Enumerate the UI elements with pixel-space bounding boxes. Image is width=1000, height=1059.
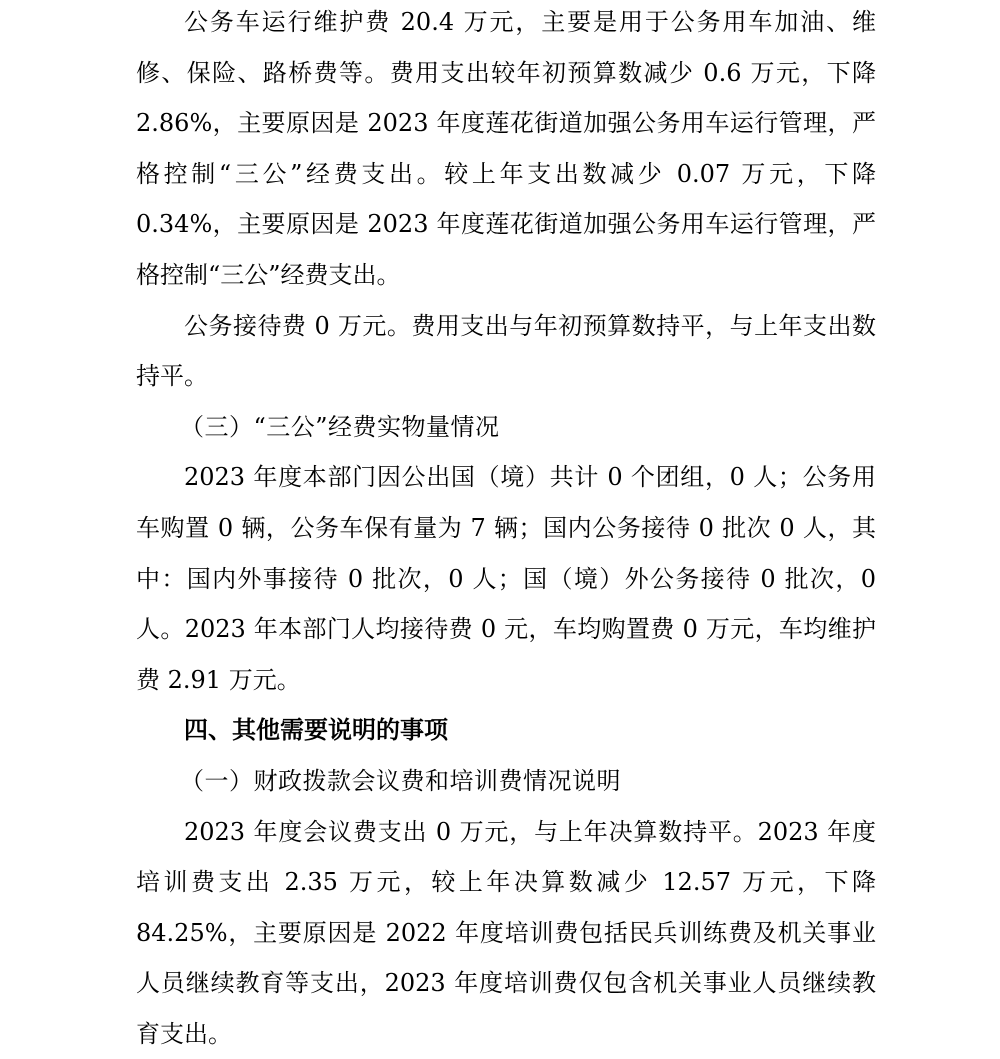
reception-paragraph: 公务接待费 0 万元。费用支出与年初预算数持平，与上年支出数持平。: [136, 301, 876, 402]
section-four-heading: 四、其他需要说明的事项: [136, 705, 876, 756]
physical-quantity-paragraph: 2023 年度本部门因公出国（境）共计 0 个团组，0 人；公务用车购置 0 辆，公务车保有量为 7 辆；国内公务接待 0 批次 0 人，其中：国内外事接待 0 批次，0 人；国（境）外公务接待 0 批次，0 人。2023 年本部门人均接待费 0 元，车均购置费 0 万元，车均维护费 2.91 万元。: [136, 452, 876, 705]
meeting-training-paragraph: 2023 年度会议费支出 0 万元，与上年决算数持平。2023 年度培训费支出 2.35 万元，较上年决算数减少 12.57 万元，下降 84.25%，主要原因是 2022 年度培训费包括民兵训练费及机关事业人员继续教育等支出，2023 年度培训费仅包含机关事业人员继续教育支出。: [136, 807, 876, 1059]
document-page: [136, 0, 876, 1059]
section-three-heading: （三）“三公”经费实物量情况: [136, 402, 876, 453]
subsection-one-heading: （一）财政拨款会议费和培训费情况说明: [136, 756, 876, 807]
vehicle-maintenance-paragraph: 公务车运行维护费 20.4 万元，主要是用于公务用车加油、维修、保险、路桥费等。费用支出较年初预算数减少 0.6 万元，下降 2.86%，主要原因是 2023 年度莲花街道加强公务用车运行管理，严格控制“三公”经费支出。较上年支出数减少 0.07 万元，下降 0.34%，主要原因是 2023 年度莲花街道加强公务用车运行管理，严格控制“三公”经费支出。: [136, 0, 876, 301]
